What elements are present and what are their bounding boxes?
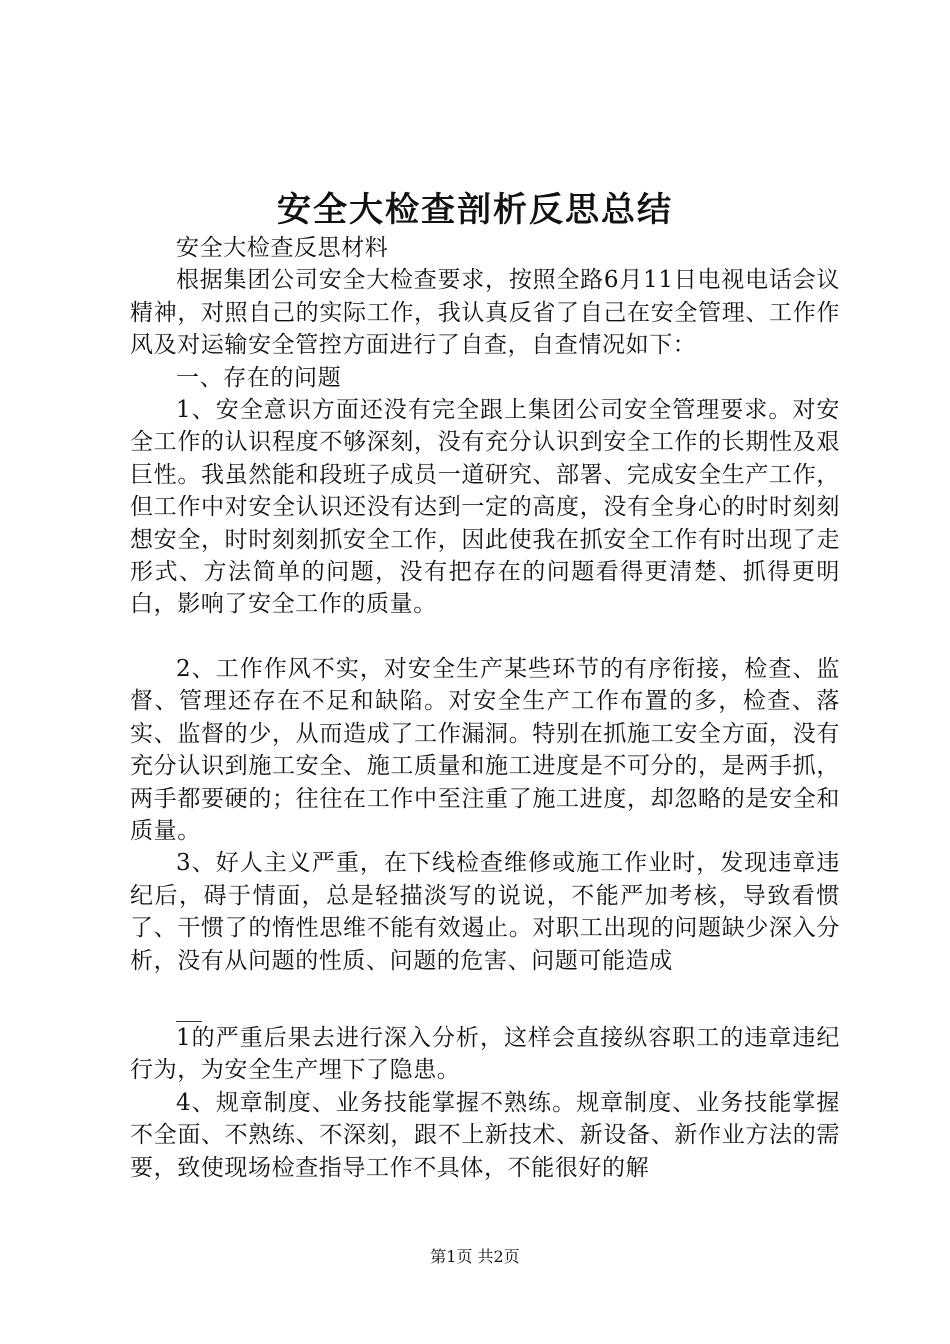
paragraph-item-4: 4、规章制度、业务技能掌握不熟练。规章制度、业务技能掌握不全面、不熟练、不深刻，跟不上新技术、新设备、新作业方法的需要，致使现场检查指导工作不具体，不能很好的解 [130,1089,840,1181]
paragraph-intro: 根据集团公司安全大检查要求，按照全路6月11日电视电话会议精神，对照自己的实际工作，我认真反省了自己在安全管理、工作作风及对运输安全管控方面进行了自查，自查情况如下： [130,267,840,359]
section-heading-problems: 一、存在的问题 [176,364,342,391]
paragraph-item-2: 2、工作作风不实，对安全生产某些环节的有序衔接，检查、监督、管理还存在不足和缺陷。对安全生产工作布置的多，检查、落实、监督的少，从而造成了工作漏洞。特别在抓施工安全方面，没有充分认识到施工安全、施工质量和施工进度是不可分的，是两手抓，两手都要硬的；往往在工作中至注重了施工进度，却忽略的是安全和质量。 [130,655,840,844]
document-body [130,232,840,1184]
paragraph-item-3: 3、好人主义严重，在下线检查维修或施工作业时，发现违章违纪后，碍于情面，总是轻描淡写的说说，不能严加考核，导致看惯了、干惯了的惰性思维不能有效遏止。对职工出现的问题缺少深入分析，没有从问题的性质、问题的危害、问题可能造成 [130,850,840,974]
paragraph-subtitle: 安全大检查反思材料 [176,235,389,261]
paragraph-item-1: 1、安全意识方面还没有完全跟上集团公司安全管理要求。对安全工作的认识程度不够深刻，没有充分认识到安全工作的长期性及艰巨性。我虽然能和段班子成员一道研究、部署、完成安全生产工作，但工作中对安全认识还没有达到一定的高度，没有全身心的时时刻刻想安全，时时刻刻抓安全工作，因此使我在抓安全工作有时出现了走形式、方法简单的问题，没有把存在的问题看得更清楚、抓得更明白，影响了安全工作的质量。 [130,397,840,618]
page-footer: 第1页 共2页 [430,1247,520,1266]
document-title: 安全大检查剖析反思总结 [277,190,673,230]
paragraph-item-3-continued: 1的严重后果去进行深入分析，这样会直接纵容职工的违章违纪行为，为安全生产埋下了隐患。 [130,1024,840,1084]
